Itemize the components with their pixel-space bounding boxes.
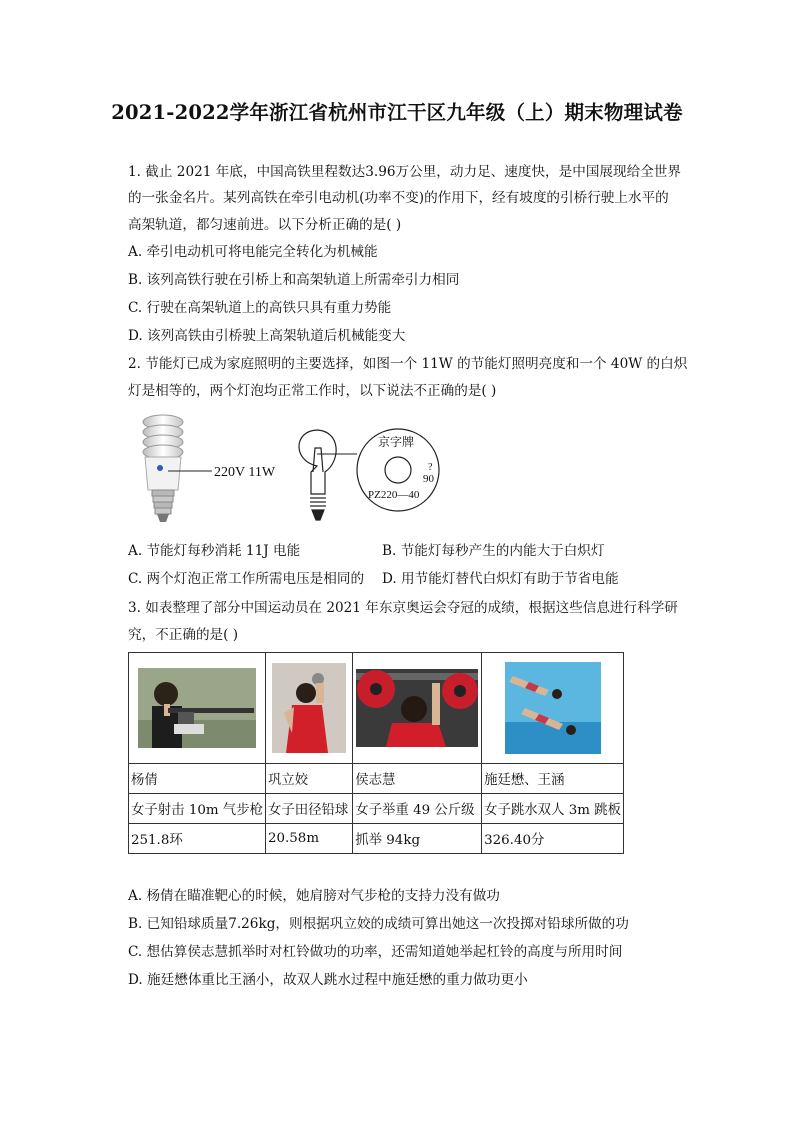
table-cell-event: 女子田径铅球 [265, 794, 352, 824]
spiral-tube-icon [143, 415, 183, 459]
question-3-option-d[interactable]: D. 施廷懋体重比王涵小，故双人跳水过程中施廷懋的重力做功更小 [128, 972, 528, 988]
screw-base-icon [152, 490, 174, 522]
table-row-names [129, 764, 624, 794]
table-cell-event: 女子举重 49 公斤级 [353, 794, 482, 824]
bulb-model-label: PZ220—40 [368, 489, 420, 501]
question-1-option-d[interactable]: D. 该列高铁由引桥驶上高架轨道后机械能变大 [128, 328, 406, 344]
bulb-brand-label: 京字牌 [378, 435, 415, 449]
question-1-line-1: 1. 截止 2021 年底，中国高铁里程数达3.96万公里，动力足、速度快，是中国展现给全世界 [128, 164, 681, 180]
table-cell-name: 侯志慧 [353, 764, 482, 794]
table-cell-name: 施廷懋、王涵 [482, 764, 624, 794]
question-3-line-2: 究，不正确的是( ) [128, 627, 239, 643]
question-2-option-c[interactable]: C. 两个灯泡正常工作所需电压是相同的 [128, 571, 365, 587]
table-row-events [129, 794, 624, 824]
table-cell-photo [482, 653, 624, 764]
incandescent-bulb-figure [295, 426, 460, 526]
table-row-results [129, 824, 624, 854]
question-2-line-2: 灯是相等的，两个灯泡均正常工作时，以下说法不正确的是( ) [128, 383, 497, 399]
question-2-option-d[interactable]: D. 用节能灯替代白炽灯有助于节省电能 [382, 571, 619, 587]
table-cell-result: 326.40分 [482, 824, 624, 854]
table-cell-result: 20.58m [265, 824, 352, 854]
table-cell-result: 抓举 94kg [353, 824, 482, 854]
table-cell-name: 巩立姣 [265, 764, 352, 794]
table-cell-photo [265, 653, 352, 764]
question-1-option-b[interactable]: B. 该列高铁行驶在引桥上和高架轨道上所需牵引力相同 [128, 272, 460, 288]
cfl-rating-label: 220V 11W [214, 465, 276, 480]
athlete-results-table [128, 652, 624, 854]
table-cell-event: 女子射击 10m 气步枪 [129, 794, 266, 824]
table-cell-name: 杨倩 [129, 764, 266, 794]
question-3-line-1: 3. 如表整理了部分中国运动员在 2021 年东京奥运会夺冠的成绩，根据这些信息进行科学研 [128, 600, 678, 616]
weightlifter-photo [356, 669, 478, 747]
table-row-photos [129, 653, 624, 764]
bulb-question-mark: ? [428, 462, 433, 473]
bulb-90-label: 90 [423, 473, 434, 485]
divers-photo [505, 662, 601, 754]
question-3-option-b[interactable]: B. 已知铅球质量7.26kg，则根据巩立姣的成绩可算出她这一次投掷对铅球所做的功 [128, 916, 629, 932]
table-cell-result: 251.8环 [129, 824, 266, 854]
question-3-option-a[interactable]: A. 杨倩在瞄准靶心的时候，她肩膀对气步枪的支持力没有做功 [128, 888, 500, 904]
table-cell-event: 女子跳水双人 3m 跳板 [482, 794, 624, 824]
incandescent-bulb-icon [299, 430, 336, 520]
question-1-option-c[interactable]: C. 行驶在高架轨道上的高铁只具有重力势能 [128, 300, 392, 316]
question-2-option-a[interactable]: A. 节能灯每秒消耗 11J 电能 [128, 543, 301, 559]
question-2-option-b[interactable]: B. 节能灯每秒产生的内能大于白炽灯 [382, 543, 605, 559]
shooter-photo [138, 668, 256, 748]
question-2-line-1: 2. 节能灯已成为家庭照明的主要选择，如图一个 11W 的节能灯照明亮度和一个 40W 的白炽 [128, 356, 688, 372]
page-title: 2021-2022学年浙江省杭州市江干区九年级（上）期末物理试卷 [111, 101, 683, 124]
question-1-line-3: 高架轨道，都匀速前进。以下分析正确的是( ) [128, 217, 402, 233]
table-cell-photo [129, 653, 266, 764]
shot-put-photo [272, 663, 346, 753]
question-3-option-c[interactable]: C. 想估算侯志慧抓举时对杠铃做功的功率，还需知道她举起杠铃的高度与所用时间 [128, 944, 623, 960]
question-1-option-a[interactable]: A. 牵引电动机可将电能完全转化为机械能 [128, 244, 378, 260]
table-cell-photo [353, 653, 482, 764]
question-1-line-2: 的一张金名片。某列高铁在牵引电动机(功率不变)的作用下，经有坡度的引桥行驶上水平的 [128, 190, 669, 206]
